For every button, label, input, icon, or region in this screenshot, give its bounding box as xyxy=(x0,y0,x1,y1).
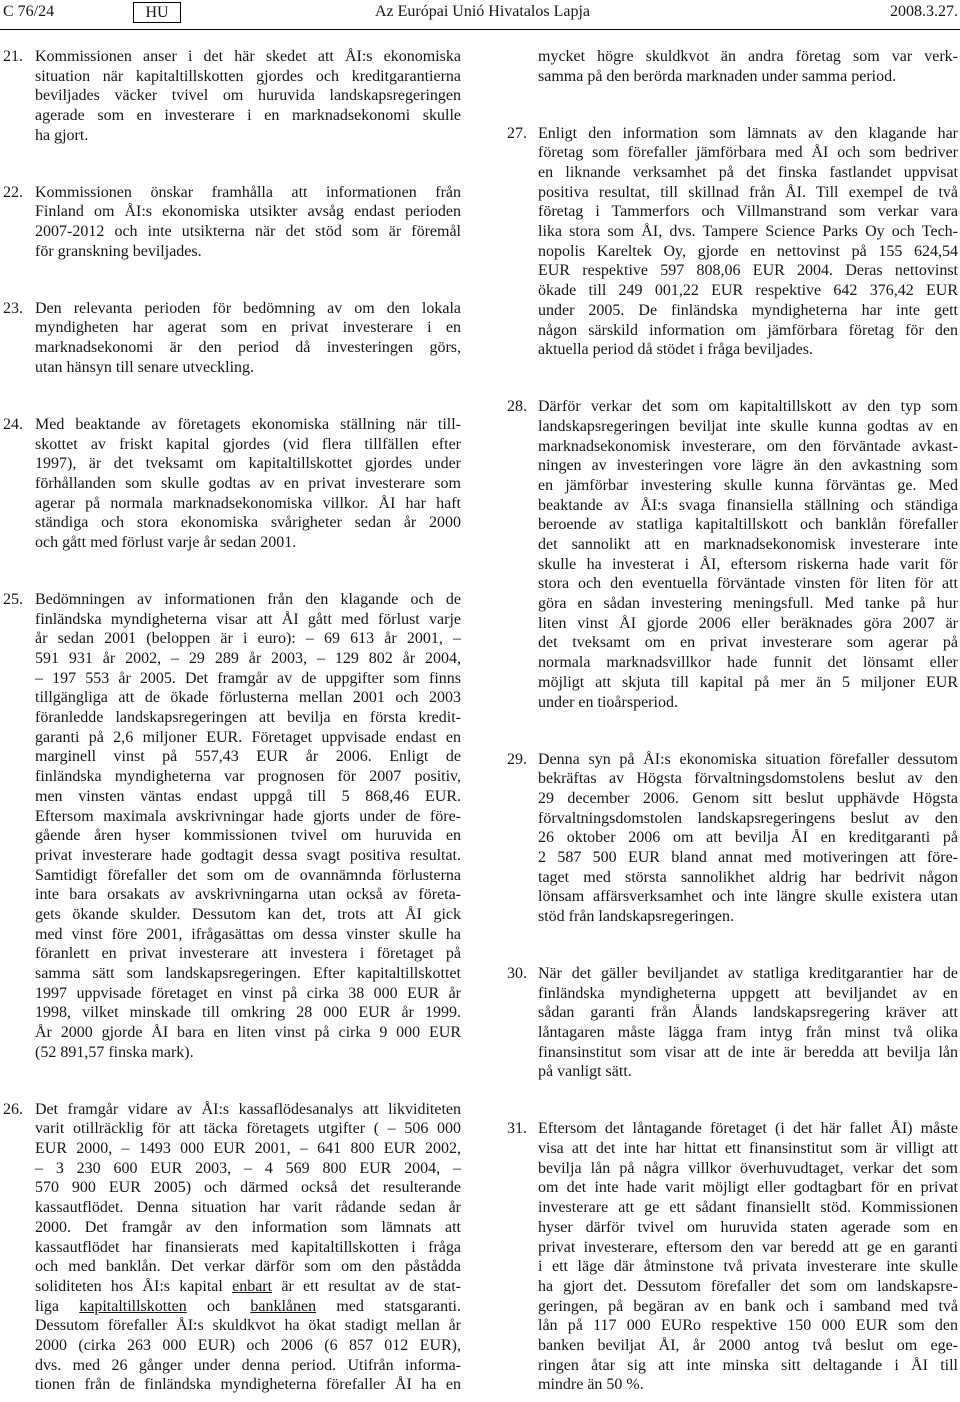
text-line: förvaltningsdomstolen landskapsregeringens beslut av den xyxy=(538,809,958,827)
paragraph-text xyxy=(35,47,461,145)
text-line: bevilja lån på några villkor överhuvudtaget, verkar det som xyxy=(538,1159,958,1177)
text-line xyxy=(35,1297,461,1317)
text-line: under en tioårsperiod. xyxy=(538,693,678,711)
text-line: Enligt den information som lämnats av den klagande har xyxy=(538,124,958,142)
paragraph-text xyxy=(35,590,461,1063)
text-line: en jämförbar investering skulle kunna förväntas ge. Med xyxy=(538,476,958,494)
underlined-text: kapitaltillskotten xyxy=(79,1297,187,1315)
text-line: situation när kapitaltillskotten gjordes och kreditgarantierna xyxy=(35,67,461,85)
text-segment: och xyxy=(186,1297,251,1315)
paragraph-number: 28. xyxy=(507,398,527,416)
text-line: under 2005. De finländska myndigheterna har inte gett xyxy=(538,301,958,319)
text-line: det tveksamt om en privat investerare som agerar på xyxy=(538,634,958,652)
paragraph-text xyxy=(538,1119,958,1395)
text-line: visa att det inte har hittat ett finansinstitut som är villigt att xyxy=(538,1140,958,1158)
text-line: finansinstitut som visar att de inte är beredda att bevilja lån xyxy=(538,1043,958,1061)
text-line: sådan garanti från Ålands landskapsregering kräver att xyxy=(538,1004,958,1022)
text-line: hyser därför tvivel om huruvida staten agerade som en xyxy=(538,1218,958,1236)
text-line: myndigheten har agerat som en privat investerare i en xyxy=(35,319,461,337)
text-line: varit otillräcklig för att täcka företagets utgifter ( – 506 000 xyxy=(35,1120,461,1138)
text-line: ha gjort det. Dessutom förefaller det som om landskapsre- xyxy=(538,1277,958,1295)
text-line: det sannolikt att en marknadsekonomisk investerare inte xyxy=(538,536,958,554)
text-line: för granskning beviljades. xyxy=(35,242,202,260)
text-line: bekräftas av Högsta förvaltningsdomstolens beslut av den xyxy=(538,770,958,788)
text-line: aktuella period då stödet i fråga beviljades. xyxy=(538,341,814,359)
text-line: skottet av friskt kapital gjordes (vid flera tillfällen efter xyxy=(35,435,461,453)
paragraph-text xyxy=(538,397,958,712)
text-segment: liga xyxy=(35,1297,80,1315)
paragraph-number: 31. xyxy=(507,1120,527,1138)
text-line: i ett läge där åtminstone två privata investerare inte skulle xyxy=(538,1258,958,1276)
text-line: EUR 2000, – 1493 000 EUR 2001, – 641 800 EUR 2002, xyxy=(35,1140,461,1158)
text-line: nopolis Kareltek Oy, gjorde en nettovinst på 155 624,54 xyxy=(538,242,958,260)
text-line: beaktande av ÅI:s svaga finansiella ställning och ständiga xyxy=(538,496,958,514)
header-rule xyxy=(0,29,960,30)
text-segment: med statsgaranti. xyxy=(316,1297,461,1315)
paragraph-26 xyxy=(0,1100,461,1395)
text-line: 26 oktober 2006 om att bevilja ÅI en kreditgaranti på xyxy=(538,829,958,847)
text-line xyxy=(35,1277,461,1297)
journal-title: Az Európai Unió Hivatalos Lapja xyxy=(374,3,591,20)
text-line: finländska myndigheterna uppgett att beviljandet av en xyxy=(538,984,958,1002)
text-line: År 2000 gjorde ÅI bara en liten vinst på cirka 9 000 EUR xyxy=(35,1024,461,1042)
text-line: ökade till 249 001,22 EUR respektive 642 376,42 EUR xyxy=(538,282,958,300)
text-line: finländska myndigheterna visar att ÅI gått med förlust varje xyxy=(35,610,461,628)
text-line: ha gjort. xyxy=(35,126,89,144)
text-line: ständiga och stora ekonomiska svårigheter sedan år 2000 xyxy=(35,514,461,532)
text-segment: soliditeten hos ÅI:s kapital xyxy=(35,1277,233,1295)
text-line: 1997), är det tveksamt om kapitaltillskottet gjordes under xyxy=(35,455,461,473)
paragraph-30 xyxy=(507,964,958,1082)
paragraph-text xyxy=(538,750,958,927)
text-line: Denna syn på ÅI:s ekonomiska situation förefaller dessutom xyxy=(538,750,958,768)
paragraph-text xyxy=(35,1100,461,1395)
text-line: privat investerare, eftersom den var beredd att ge en garanti xyxy=(538,1238,958,1256)
text-line: någon särskild information om jämförbara företag för den xyxy=(538,321,958,339)
text-line: företag i Tammerfors och Villmanstrand som verkar vara xyxy=(538,203,958,221)
text-segment: är ett resultat av de stat- xyxy=(272,1277,462,1295)
text-line: Den relevanta perioden för bedömning av om den lokala xyxy=(35,299,461,317)
paragraph-21 xyxy=(0,47,461,145)
paragraph-continued xyxy=(507,47,958,86)
text-line: 591 931 år 2002, – 29 289 år 2003, – 129 802 år 2004, xyxy=(35,650,461,667)
text-line: 570 900 EUR 2005) och därmed också det resulterande xyxy=(35,1179,461,1197)
paragraph-23 xyxy=(0,299,461,378)
publication-date: 2008.3.27. xyxy=(890,3,958,20)
paragraph-25 xyxy=(0,590,461,1063)
text-line: samma sätt som landskapsregeringen. Efter kapitaltillskottet xyxy=(35,965,461,982)
text-line: garanti på 2,6 miljoner EUR. Företaget uppvisade endast en xyxy=(35,728,461,746)
text-line: 2000. Det framgår av den information som lämnats att xyxy=(35,1218,461,1236)
text-line: 1998, vilket minskade till omkring 28 000 EUR år 1999. xyxy=(35,1004,461,1022)
paragraph-number: 26. xyxy=(3,1100,23,1118)
text-line: beviljades väcker tvivel om huruvida landskapsregeringen xyxy=(35,87,461,105)
page-reference: C 76/24 xyxy=(3,3,55,20)
text-line: taget med största sannolikhet aldrig har bedrivit någon xyxy=(538,868,958,886)
text-line: Eftersom maximala avskrivningar hade gjorts under de före- xyxy=(35,807,461,825)
text-line: privat investerare hade godtagit dessa svagt positiva resultat. xyxy=(35,846,461,864)
text-line: år sedan 2001 (beloppen är i euro): – 69 613 år 2001, – xyxy=(35,630,461,648)
text-line: mindre än 50 %. xyxy=(538,1376,644,1394)
paragraph-number: 27. xyxy=(507,124,527,142)
text-line: marginell vinst på 557,43 EUR år 2006. Enligt de xyxy=(35,748,461,766)
text-line: När det gäller beviljandet av statliga kreditgarantier har de xyxy=(538,965,958,982)
text-line: Finland om ÅI:s ekonomiska utsikter avsåg endast perioden xyxy=(35,203,461,221)
text-line: dvs. med 26 gånger under denna period. Utifrån informa- xyxy=(35,1356,461,1374)
text-line: mycket högre skuldkvot än andra företag som var verk- xyxy=(538,48,958,65)
paragraph-text xyxy=(538,124,958,360)
text-line: på vanligt sätt. xyxy=(538,1063,632,1081)
paragraph-text xyxy=(35,183,461,262)
text-line: stora och den eventuella förväntade vinsten för liten för att xyxy=(538,575,958,593)
paragraph-text xyxy=(35,415,461,553)
page-header xyxy=(0,0,960,30)
text-line: 2000 (cirka 263 000 EUR) och 2006 (6 857 012 EUR), xyxy=(35,1336,461,1354)
language-code-box: HU xyxy=(133,2,181,23)
text-line: och gått med förlust varje år sedan 2001. xyxy=(35,533,297,551)
text-line: Kommissionen önskar framhålla att informationen från xyxy=(35,183,461,201)
text-line: lån på 117 000 EURo respektive 150 000 EUR som den xyxy=(538,1317,958,1335)
text-line: investerare att ge ett sådant finansiellt stöd. Kommissionen xyxy=(538,1199,958,1217)
paragraph-number: 24. xyxy=(3,415,23,433)
text-line: agerade som en investerare i en marknadsekonomi skulle xyxy=(35,107,461,125)
text-line: föranledde landskapsregeringen att bevilja en första kredit- xyxy=(35,709,461,727)
text-line: kassautflödet. Denna situation har varit rådande sedan år xyxy=(35,1199,461,1217)
paragraph-number: 23. xyxy=(3,299,23,317)
text-line: och med banklån. Det verkar därför som om den påstådda xyxy=(35,1258,461,1276)
paragraph-24 xyxy=(0,415,461,553)
underlined-text: enbart xyxy=(232,1277,273,1295)
right-column xyxy=(507,47,958,1402)
text-line: Därför verkar det som om kapitaltillskott av den typ som xyxy=(538,398,958,416)
text-line: EUR respektive 597 808,06 EUR 2004. Deras nettovinst xyxy=(538,262,958,280)
paragraph-number: 25. xyxy=(3,590,23,608)
text-line: utan hänsyn till senare utveckling. xyxy=(35,358,255,376)
text-line: Bedömningen av informationen från den klagande och de xyxy=(35,590,461,608)
text-line: liten vinst ÅI gjorde 2006 eller beräknades göra 2007 är xyxy=(538,614,958,632)
paragraph-31 xyxy=(507,1119,958,1395)
text-line: gående åren hyser kommissionen tvivel om huruvida en xyxy=(35,827,461,845)
underlined-text: banklånen xyxy=(250,1297,317,1315)
text-line: banken beviljat ÅI, år 2000 antog två beslut om ege- xyxy=(538,1336,958,1354)
text-line: marknadsekonomisk investerare, om den förväntade avkast- xyxy=(538,437,958,455)
text-line: finländska myndigheterna var prognosen för 2007 positiv, xyxy=(35,768,461,786)
paragraph-22 xyxy=(0,183,461,262)
text-line: Med beaktande av företagets ekonomiska ställning när till- xyxy=(35,415,461,433)
text-line: kassautflödet har finansierats med kapitaltillskotten i fråga xyxy=(35,1238,461,1256)
text-line: 2 587 500 EUR bland annat med motiveringen att före- xyxy=(538,848,958,866)
paragraph-text xyxy=(538,47,958,86)
text-line: företag som förefaller jämförbara med ÅI och som bedriver xyxy=(538,144,958,162)
paragraph-27 xyxy=(507,124,958,360)
text-line: stöd från landskapsregeringen. xyxy=(538,908,734,926)
text-line: skulle ha investerat i ÅI, eftersom riskerna hade varit för xyxy=(538,555,958,573)
text-line: föranlett en privat investerare att investera i företaget på xyxy=(35,945,461,963)
paragraph-number: 21. xyxy=(3,48,23,65)
text-line: lika stora som ÅI, dvs. Tampere Science Parks Oy och Tech- xyxy=(538,223,958,241)
text-line: – 197 553 år 2005. Det framgår av de uppgifter som finns xyxy=(35,669,461,687)
text-line: Det framgår vidare av ÅI:s kassaflödesanalys att likviditeten xyxy=(35,1100,461,1118)
text-line: samma på den berörda marknaden under samma period. xyxy=(538,67,897,85)
paragraph-text xyxy=(538,964,958,1082)
text-line: möjligt att skjuta till kapital på mer än 5 miljoner EUR xyxy=(538,673,958,691)
text-line: tionen från de finländska myndigheterna förefaller ÅI ha en xyxy=(35,1376,461,1394)
text-line: – 3 230 600 EUR 2003, – 4 569 800 EUR 2004, – xyxy=(35,1159,461,1177)
text-line: lönsam affärsverksamhet och inte längre skulle existera utan xyxy=(538,888,958,906)
paragraph-29 xyxy=(507,750,958,927)
paragraph-number: 30. xyxy=(507,965,527,982)
text-line: göra en sådan investering meningsfull. Med tanke på hur xyxy=(538,595,958,613)
text-line: beroende av statliga kapitaltillskott och banklån förefaller xyxy=(538,516,958,534)
text-line: låntagaren måste lägga fram intyg från minst två olika xyxy=(538,1024,958,1042)
text-line: landskapsregeringen beviljat inte skulle kunna godtas av en xyxy=(538,417,958,435)
text-line: Samtidigt förefaller det som om de ovannämnda förlusterna xyxy=(35,866,461,884)
paragraph-text xyxy=(35,299,461,378)
text-line: 29 december 2006. Genom sitt beslut upphävde Högsta xyxy=(538,789,958,807)
text-line: gets ökande skulder. Dessutom kan det, trots att ÅI gick xyxy=(35,905,461,923)
text-line: 1997 uppvisade företaget en vinst på cirka 38 000 EUR år xyxy=(35,984,461,1002)
text-line: tillgängliga att de ökade förlusterna mellan 2001 och 2003 xyxy=(35,689,461,707)
text-line: normala marknadsvillkor hade funnit det lönsamt eller xyxy=(538,654,958,672)
text-line: inte bara orsakats av avskrivningarna utan också av företa- xyxy=(35,886,461,904)
text-line: marknadsekonomi är den period då investeringen görs, xyxy=(35,339,461,357)
text-line: ringen åtar sig att inte minska sitt deltagande i ÅI till xyxy=(538,1356,958,1374)
text-line: geringen, på begäran av en bank och i samband med två xyxy=(538,1297,958,1315)
text-line: positiva resultat, till skillnad från ÅI. Till exempel de två xyxy=(538,183,958,201)
text-line: Eftersom det låntagande företaget (i det här fallet ÅI) måste xyxy=(538,1120,958,1138)
text-line: men vinsten väntas endast uppgå till 5 868,46 EUR. xyxy=(35,787,461,805)
text-line: med vinst före 2001, ifrågasättas om dessa vinster skulle ha xyxy=(35,925,461,943)
left-column xyxy=(0,47,461,1402)
text-line: 2007-2012 och inte utsikterna när det stöd som är föremål xyxy=(35,223,461,241)
text-line: ningen av investeringen vore lägre än den avkastning som xyxy=(538,457,958,475)
text-line: agerar på normala marknadsekonomiska villkor. ÅI har haft xyxy=(35,494,461,512)
text-line: (52 891,57 finska mark). xyxy=(35,1043,194,1061)
text-line: förhållanden som skulle godtas av en privat investerare som xyxy=(35,474,461,492)
text-line: en liknande verksamhet på det finska fastlandet uppvisat xyxy=(538,164,958,182)
text-line: om det inte hade varit möjligt eller godtagbart för en privat xyxy=(538,1179,958,1197)
text-line: Kommissionen anser i det här skedet att ÅI:s ekonomiska xyxy=(35,48,461,65)
paragraph-number: 29. xyxy=(507,750,527,768)
text-line: Dessutom förefaller ÅI:s skuldkvot ha ökat stadigt mellan år xyxy=(35,1317,461,1335)
paragraph-number: 22. xyxy=(3,183,23,201)
paragraph-28 xyxy=(507,397,958,712)
